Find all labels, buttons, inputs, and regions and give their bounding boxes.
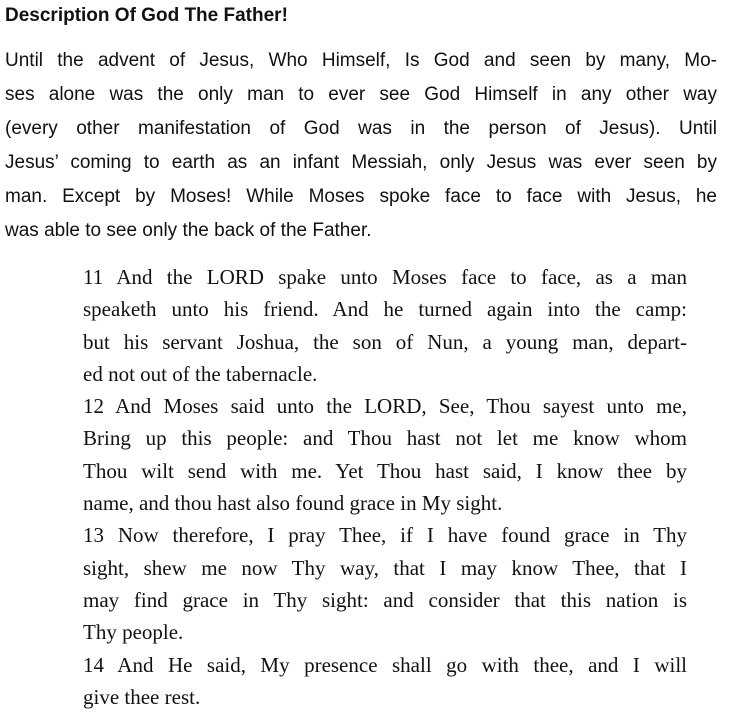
intro-line: Until the advent of Jesus, Who Himself, Is God and seen by many, Mo-	[5, 50, 717, 71]
scripture-quote-block	[83, 261, 687, 713]
intro-line: ses alone was the only man to ever see God Himself in any other way	[5, 84, 717, 105]
section-heading: Description Of God The Father!	[5, 5, 288, 26]
verse-line: 12 And Moses said unto the LORD, See, Thou sayest unto me,	[83, 394, 687, 419]
intro-paragraph	[5, 44, 717, 248]
verse-line: speaketh unto his friend. And he turned again into the camp:	[83, 297, 687, 322]
verse-line: Thou wilt send with me. Yet Thou hast said, I know thee by	[83, 458, 687, 483]
verse-line: Thy people.	[83, 620, 184, 645]
intro-line: (every other manifestation of God was in the person of Jesus). Until	[5, 118, 717, 139]
verse-line: name, and thou hast also found grace in My sight.	[83, 491, 503, 516]
verse-line: sight, shew me now Thy way, that I may know Thee, that I	[83, 555, 687, 580]
verse-line: 14 And He said, My presence shall go with thee, and I will	[83, 652, 687, 677]
verse-line: but his servant Joshua, the son of Nun, a young man, depart-	[83, 329, 687, 354]
verse-line: may find grace in Thy sight: and consider that this nation is	[83, 587, 687, 612]
verse-line: 11 And the LORD spake unto Moses face to face, as a man	[83, 265, 687, 289]
verse-line: 13 Now therefore, I pray Thee, if I have found grace in Thy	[83, 523, 687, 548]
verse-line: ed not out of the tabernacle.	[83, 361, 318, 386]
intro-line: Jesus’ coming to earth as an infant Messiah, only Jesus was ever seen by	[5, 152, 717, 173]
verse-line: give thee rest.	[83, 684, 201, 709]
verse-line: Bring up this people: and Thou hast not let me know whom	[83, 426, 687, 451]
intro-line: was able to see only the back of the Father.	[5, 220, 372, 241]
intro-line: man. Except by Moses! While Moses spoke face to face with Jesus, he	[5, 186, 717, 207]
